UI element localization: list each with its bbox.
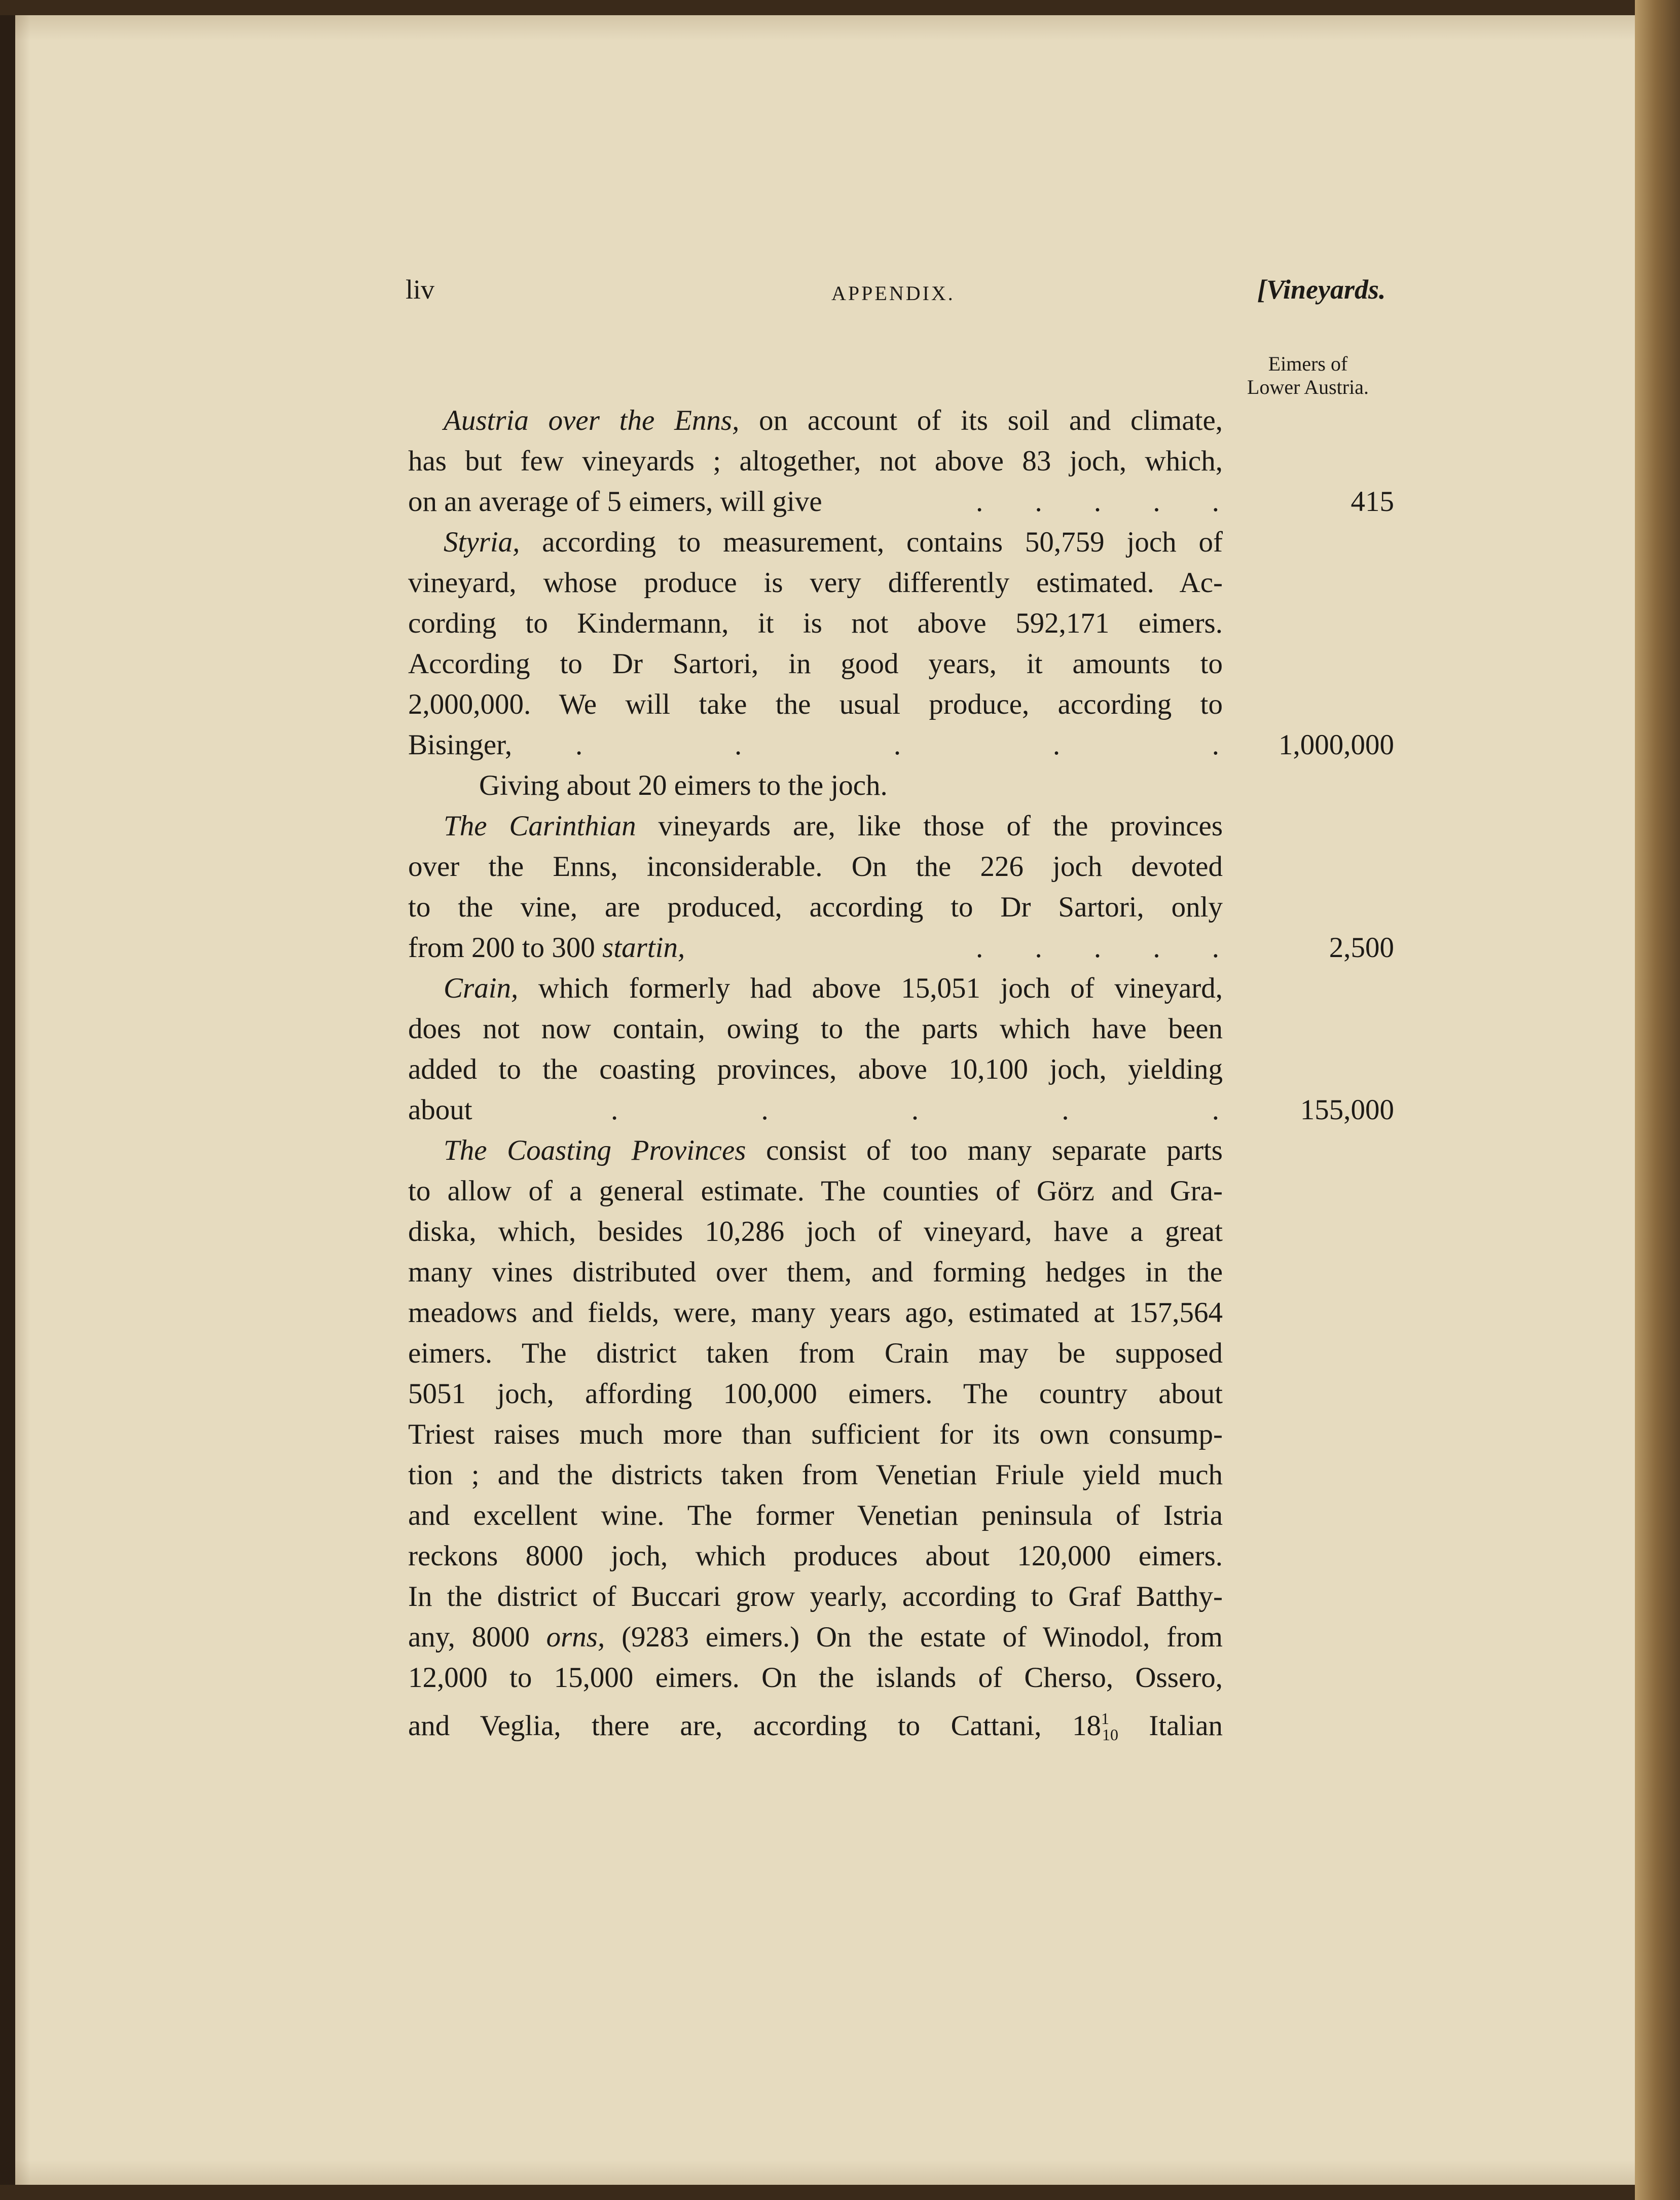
running-head: APPENDIX.	[831, 282, 955, 305]
text-line: about . . . . .	[408, 1090, 1223, 1130]
text-line: Styria, according to measurement, contains 50,759 joch of	[444, 526, 1223, 558]
page-edge-top	[0, 0, 1680, 15]
text-line: reckons 8000 joch, which produces about 120,000 eimers.	[408, 1540, 1223, 1572]
dot-leader: . . . . .	[976, 486, 1219, 518]
amount-crain: 155,000	[1300, 1094, 1394, 1126]
text-line: Crain, which formerly had above 15,051 joch of vineyard,	[444, 972, 1223, 1004]
text-line: 12,000 to 15,000 eimers. On the islands of Cherso, Ossero,	[408, 1662, 1223, 1694]
text-line: Triest raises much more than sufficient for its own consump-	[408, 1418, 1223, 1450]
column-heading	[1217, 352, 1399, 399]
column-heading-line-2: Lower Austria.	[1247, 376, 1369, 398]
page-edge-bottom	[0, 2185, 1680, 2200]
text-line: The Coasting Provinces consist of too many separate parts	[444, 1134, 1223, 1166]
amount-styria: 1,000,000	[1279, 729, 1394, 761]
text-line: added to the coasting provinces, above 10,100 joch, yielding	[408, 1053, 1223, 1085]
text-line: any, 8000 orns, (9283 eimers.) On the estate of Winodol, from	[408, 1621, 1223, 1653]
text-line: cording to Kindermann, it is not above 592,171 eimers.	[408, 607, 1223, 639]
text-line: Austria over the Enns, on account of its soil and climate,	[444, 405, 1223, 436]
text-line: The Carinthian vineyards are, like those of the provinces	[444, 810, 1223, 842]
dot-leader: . . . . .	[575, 729, 1219, 761]
text-line: and Veglia, there are, according to Cattani, $18^1_{10}$ Italian	[408, 1709, 1223, 1744]
dot-leader: . . . . .	[611, 1094, 1219, 1126]
text-line: vineyard, whose produce is very differently estimated. Ac-	[408, 567, 1223, 599]
text-line: meadows and fields, were, many years ago, estimated at 157,564	[408, 1297, 1223, 1329]
text-line: diska, which, besides 10,286 joch of vineyard, have a great	[408, 1216, 1223, 1248]
text-line: over the Enns, inconsiderable. On the 226 joch devoted	[408, 851, 1223, 883]
amount-austria: 415	[1350, 486, 1394, 518]
fraction-numerator: 1	[1101, 1709, 1109, 1728]
amount-carinthia: 2,500	[1329, 932, 1394, 964]
text-line: tion ; and the districts taken from Venetian Friule yield much	[408, 1459, 1223, 1491]
text-line: 5051 joch, affording 100,000 eimers. The country about	[408, 1378, 1223, 1410]
text-line: has but few vineyards ; altogether, not above 83 joch, which,	[408, 445, 1223, 477]
text-line: to allow of a general estimate. The counties of Görz and Gra-	[408, 1175, 1223, 1207]
dot-leader: . . . . .	[976, 932, 1219, 964]
page-edge-left	[0, 0, 15, 2200]
text-line: from 200 to 300 startin, . . . . .	[408, 928, 1223, 968]
column-heading-line-1: Eimers of	[1268, 352, 1348, 375]
page-number: liv	[406, 274, 435, 305]
book-spine	[1635, 0, 1680, 2200]
text-line: and excellent wine. The former Venetian peninsula of Istria	[408, 1499, 1223, 1531]
text-line: Bisinger, . . . . .	[408, 725, 1223, 765]
text-line: does not now contain, owing to the parts which have been	[408, 1013, 1223, 1045]
text-line: 2,000,000. We will take the usual produce, according to	[408, 688, 1223, 720]
text-line: In the district of Buccari grow yearly, according to Graf Batthy-	[408, 1581, 1223, 1612]
text-line: According to Dr Sartori, in good years, it amounts to	[408, 648, 1223, 680]
text-line: eimers. The district taken from Crain may be supposed	[408, 1337, 1223, 1369]
section-heading: [Vineyards.	[1257, 274, 1386, 305]
text-line: on an average of 5 eimers, will give . . . . .	[408, 482, 1223, 522]
text-line: many vines distributed over them, and forming hedges in the	[408, 1256, 1223, 1288]
text-line: Giving about 20 eimers to the joch.	[479, 769, 888, 801]
fraction-denominator: 10	[1102, 1726, 1118, 1744]
text-line: to the vine, are produced, according to Dr Sartori, only	[408, 891, 1223, 923]
